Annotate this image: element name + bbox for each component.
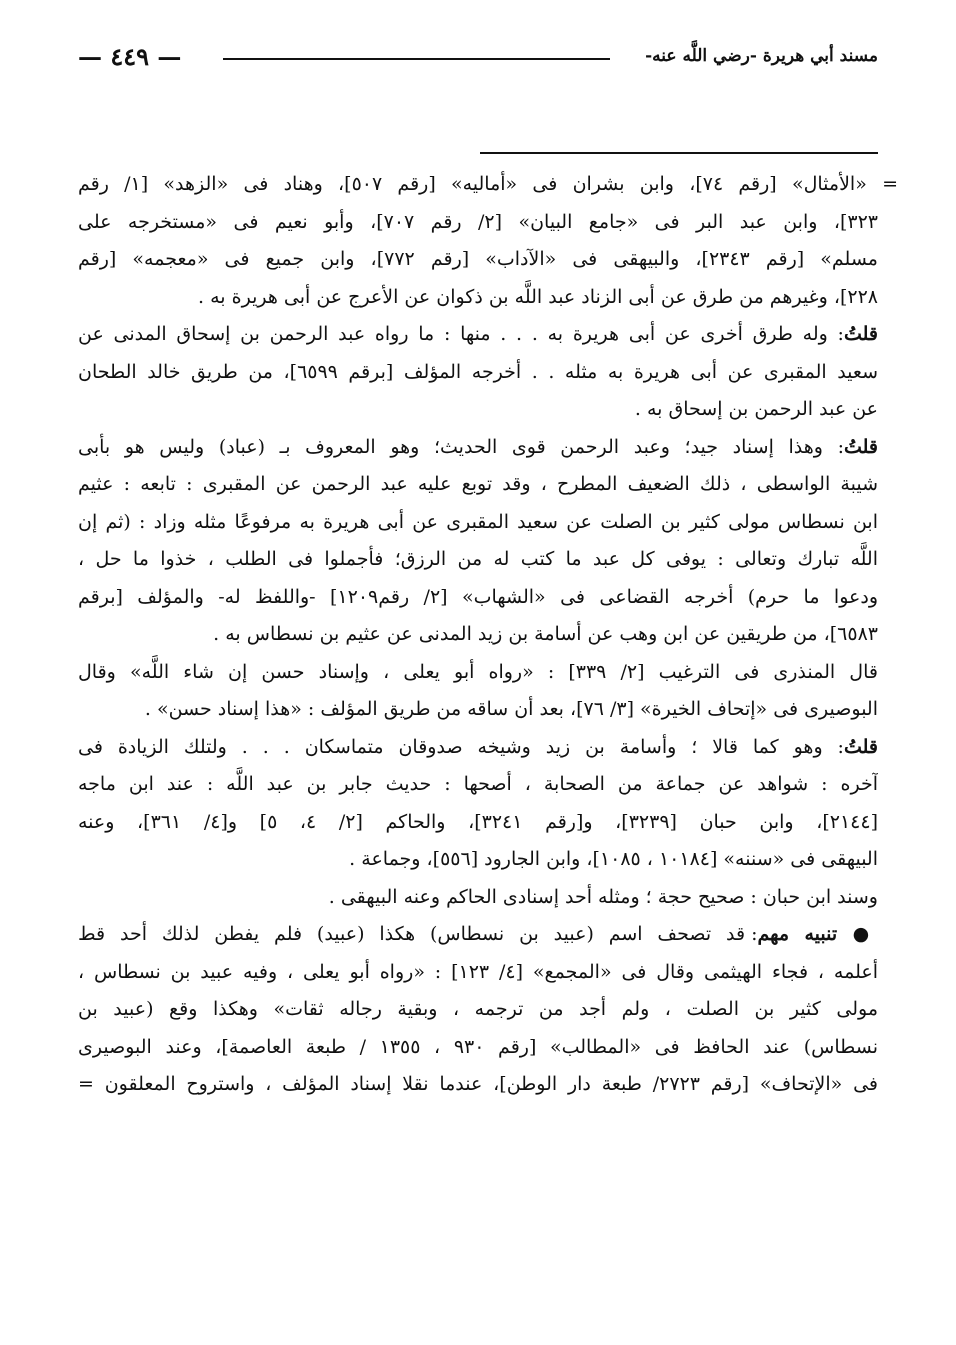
- page-number: — ٤٤٩ —: [78, 42, 182, 71]
- text-line: مسلم» [رقم ٢٣٤٣]، والبيهقى فى «الآداب» [رقم ٧٧٢]، وابن جميع فى «معجمه» [رقم: [78, 248, 878, 270]
- page-number-value: ٤٤٩: [110, 42, 150, 71]
- text-line: ٣٢٣]، وابن عبد البر فى «جامع البيان» [٢/ رقم ٧٠٧]، وأبو نعيم فى «مستخرجه على: [78, 210, 878, 233]
- text-line: البيهقى فى «سننه» [١٠١٨٤ ، ١٠٨٥]، وابن الجارود [٥٥٦]، وجماعة .: [349, 848, 878, 870]
- text-line: سعيد المقبرى عن أبى هريرة به مثله . . أخرجه المؤلف [برقم ٦٥٩٩]، من طريق خالد الطحان: [78, 360, 878, 383]
- text-line: مولى كثير بن الصلت ، ولم أجد من ترجمه ، وبقية رجاله ثقات» وهكذا وقع (عبيد بن: [78, 998, 878, 1020]
- text-line: [78, 316, 878, 354]
- text-line: [78, 429, 878, 467]
- keyword-qultu: قلتُ: [843, 323, 878, 345]
- text-line: عن عبد الرحمن بن إسحاق به .: [634, 398, 878, 420]
- text-line: ودعوا ما حرم) أخرجه القضاعى فى «الشهاب» [٢/ رقم١٢٠٩] -واللفظ له- والمؤلف [برقم: [78, 585, 878, 608]
- text-line: وسند ابن حبان : صحيح حجة ؛ ومثله أحد إسنادى الحاكم وعنه البيهقى .: [328, 885, 878, 908]
- header-rule: [223, 58, 610, 60]
- text-run: : وهو كما قالا ؛ وأسامة بن زيد وشيخه صدوقان متماسكان . . . ولتلك الزيادة فى: [78, 735, 844, 758]
- text-run: : قد تصحف اسم (عبيد بن نسطاس) هكذا (عبيد) فلم يفطن لذلك أحد قط: [78, 923, 758, 945]
- text-line: البوصيرى فى «إتحاف الخيرة» [٣/ ٧٦]، بعد أن ساقه من طريق المؤلف : «هذا إسناد حسن» .: [144, 698, 878, 720]
- paragraph: [78, 729, 878, 879]
- paragraph: [78, 429, 878, 654]
- footnote-text: [78, 166, 898, 1104]
- text-line: = «الأمثال» [رقم ٧٤]، وابن بشران فى «أماليه» [رقم ٥٠٧]، وهناد فى «الزهد» [١/ رقم: [78, 173, 898, 195]
- paragraph: [78, 654, 878, 729]
- text-line: فى «الإتحاف» [رقم ٢٧٢٣/ طبعة دار الوطن]، عندما نقلا إسناد المؤلف ، واستروح المعلقون =: [78, 1073, 878, 1095]
- text-run: : وله طرق أخرى عن أبى هريرة به . . . منها : ما رواه عبد الرحمن بن إسحاق المدنى عن: [78, 323, 844, 345]
- text-line: [78, 729, 878, 767]
- paragraph: [78, 316, 878, 429]
- running-header: [78, 40, 878, 80]
- text-line: شيبة الواسطى ، ذلك الضعيف المطرح ، وقد توبع عليه عبد الرحمن عن المقبرى : تابعه : عثيم: [78, 473, 878, 495]
- text-line: [78, 916, 878, 954]
- text-line: اللَّه تبارك وتعالى : يوفى كل عبد ما كتب له من الرزق؛ فأجملوا فى الطلب ، خذوا ما حل ،: [78, 548, 878, 570]
- text-line: ٦٥٨٣]، من طريقين عن ابن وهب عن أسامة بن زيد المدنى عن عثيم بن نسطاس به .: [213, 623, 878, 645]
- running-title: مسند أبي هريرة -رضي اللَّه عنه-: [645, 46, 878, 66]
- text-run: : وهذا إسناد جيد؛ وعبد الرحمن قوى الحديث؛ وهو المعروف بـ (عباد) وليس هو بأبى: [78, 435, 844, 458]
- text-line: ابن نسطاس مولى كثير بن الصلت عن سعيد المقبرى عن أبى هريرة به مرفوعًا مثله وزاد : (ثم إن: [78, 510, 878, 533]
- text-line: نسطاس) عند الحافظ فى «المطالب» [رقم ٩٣٠ ، ١٣٥٥ / طبعة العاصمة]، وعند البوصيرى: [78, 1035, 878, 1058]
- paragraph: [78, 879, 878, 917]
- text-line: قال المنذرى فى الترغيب [٢/ ٣٣٩] : «رواه أبو يعلى ، وإسناد حسن إن شاء اللَّه» وقال: [78, 660, 878, 683]
- paragraph: [78, 916, 878, 1104]
- text-line: آخره : شواهد عن جماعة من الصحابة ، أصحها : حديث جابر بن عبد اللَّه : عند ابن ماجه: [78, 773, 878, 795]
- keyword-qultu: قلتُ: [843, 435, 878, 458]
- footnote-separator-rule: [480, 152, 878, 154]
- keyword-important-note: ● تنبيه مهم: [757, 923, 878, 945]
- text-line: [٢١٤٤]، وابن حبان [٣٢٣٩]، و[رقم ٣٢٤١]، والحاكم [٢/ ٤، ٥] و[٤/ ٣٦١]، وعنه: [78, 810, 878, 833]
- keyword-qultu: قلتُ: [843, 735, 878, 758]
- paragraph: [78, 166, 898, 316]
- text-line: أعلمه ، فجاء الهيثمى وقال فى «المجمع» [٤/ ١٢٣] : «رواه أبو يعلى ، وفيه عبيد بن نسطاس ،: [78, 960, 878, 983]
- text-line: ٢٢٨]، وغيرهم من طرق عن أبى الزناد عبد اللَّه بن ذكوان عن الأعرج عن أبى هريرة به .: [198, 285, 878, 308]
